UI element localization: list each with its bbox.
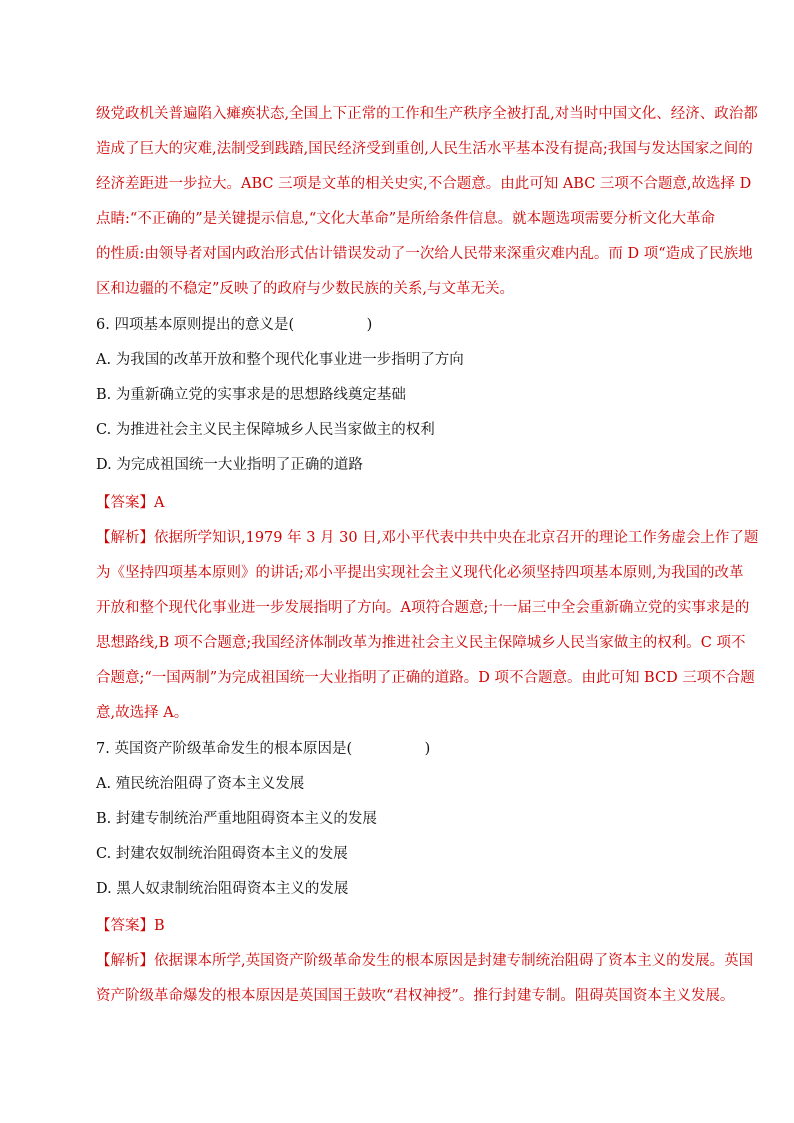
option-b: B. 为重新确立党的实事求是的思想路线奠定基础 bbox=[96, 387, 406, 403]
question-7-explanation bbox=[96, 944, 754, 1014]
prev-explanation-line: 级党政机关普遍陷入瘫痪状态,全国上下正常的工作和生产秩序全被打乱,对当时中国文化、经济、政治都 bbox=[96, 106, 758, 122]
explanation-line: 【解析】依据课本所学,英国资产阶级革命发生的根本原因是封建专制统治阻碍了资本主义的发展。英国 bbox=[96, 953, 754, 969]
question-stem: 7. 英国资产阶级革命发生的根本原因是( ) bbox=[96, 741, 431, 757]
prev-tip-line: 的性质:由领导者对国内政治形式估计错误发动了一次给人民带来深重灾难内乱。而 D 项“造成了民族地 bbox=[96, 246, 753, 262]
explanation-line: 【解析】依据所学知识,1979 年 3 月 30 日,邓小平代表中共中央在北京召开的理论工作务虚会上作了题 bbox=[96, 530, 759, 546]
option-a: A. 为我国的改革开放和整个现代化事业进一步指明了方向 bbox=[96, 352, 464, 368]
question-6-explanation bbox=[96, 521, 759, 731]
prev-tip bbox=[96, 202, 753, 307]
explanation-line: 资产阶级革命爆发的根本原因是英国国王鼓吹“君权神授”。推行封建专制。阻碍英国资本主义发展。 bbox=[96, 988, 735, 1004]
option-d: D. 为完成祖国统一大业指明了正确的道路 bbox=[96, 457, 363, 473]
option-c: C. 封建农奴制统治阻碍资本主义的发展 bbox=[96, 846, 348, 862]
explanation-line: 为《坚持四项基本原则》的讲话;邓小平提出实现社会主义现代化必须坚持四项基本原则,为我国的改革 bbox=[96, 565, 744, 581]
option-d: D. 黑人奴隶制统治阻碍资本主义的发展 bbox=[96, 881, 349, 897]
prev-explanation-line: 造成了巨大的灾难,法制受到践踏,国民经济受到重创,人民生活水平基本没有提高;我国与发达国家之间的 bbox=[96, 141, 753, 157]
option-c: C. 为推进社会主义民主保障城乡人民当家做主的权利 bbox=[96, 422, 435, 438]
explanation-line: 开放和整个现代化事业进一步发展指明了方向。A项符合题意;十一届三中全会重新确立党的实事求是的 bbox=[96, 600, 750, 616]
option-b: B. 封建专制统治严重地阻碍资本主义的发展 bbox=[96, 811, 377, 827]
prev-explanation bbox=[96, 97, 758, 202]
explanation-line: 合题意;“一国两制”为完成祖国统一大业指明了正确的道路。D 项不合题意。由此可知 BCD 三项不合题 bbox=[96, 670, 755, 686]
question-stem: 6. 四项基本原则提出的意义是( ) bbox=[96, 317, 373, 333]
question-7-answer bbox=[96, 909, 716, 944]
question-7 bbox=[96, 732, 716, 907]
prev-tip-line: 区和边疆的不稳定”反映了的政府与少数民族的关系,与文革无关。 bbox=[96, 281, 515, 297]
explanation-line: 意,故选择 A。 bbox=[96, 705, 189, 721]
answer-label: 【答案】A bbox=[96, 495, 165, 511]
prev-explanation-line: 经济差距进一步拉大。ABC 三项是文革的相关史实,不合题意。由此可知 ABC 三项不合题意,故选择 D bbox=[96, 176, 752, 192]
question-6-answer bbox=[96, 486, 716, 521]
answer-label: 【答案】B bbox=[96, 918, 165, 934]
prev-tip-line: 点睛:“不正确的”是关键提示信息,“文化大革命”是所给条件信息。就本题选项需要分析文化大革命 bbox=[96, 211, 716, 227]
explanation-line: 思想路线,B 项不合题意;我国经济体制改革为推进社会主义民主保障城乡人民当家做主的权利。C 项不 bbox=[96, 635, 746, 651]
option-a: A. 殖民统治阻碍了资本主义发展 bbox=[96, 776, 305, 792]
question-6 bbox=[96, 308, 716, 483]
